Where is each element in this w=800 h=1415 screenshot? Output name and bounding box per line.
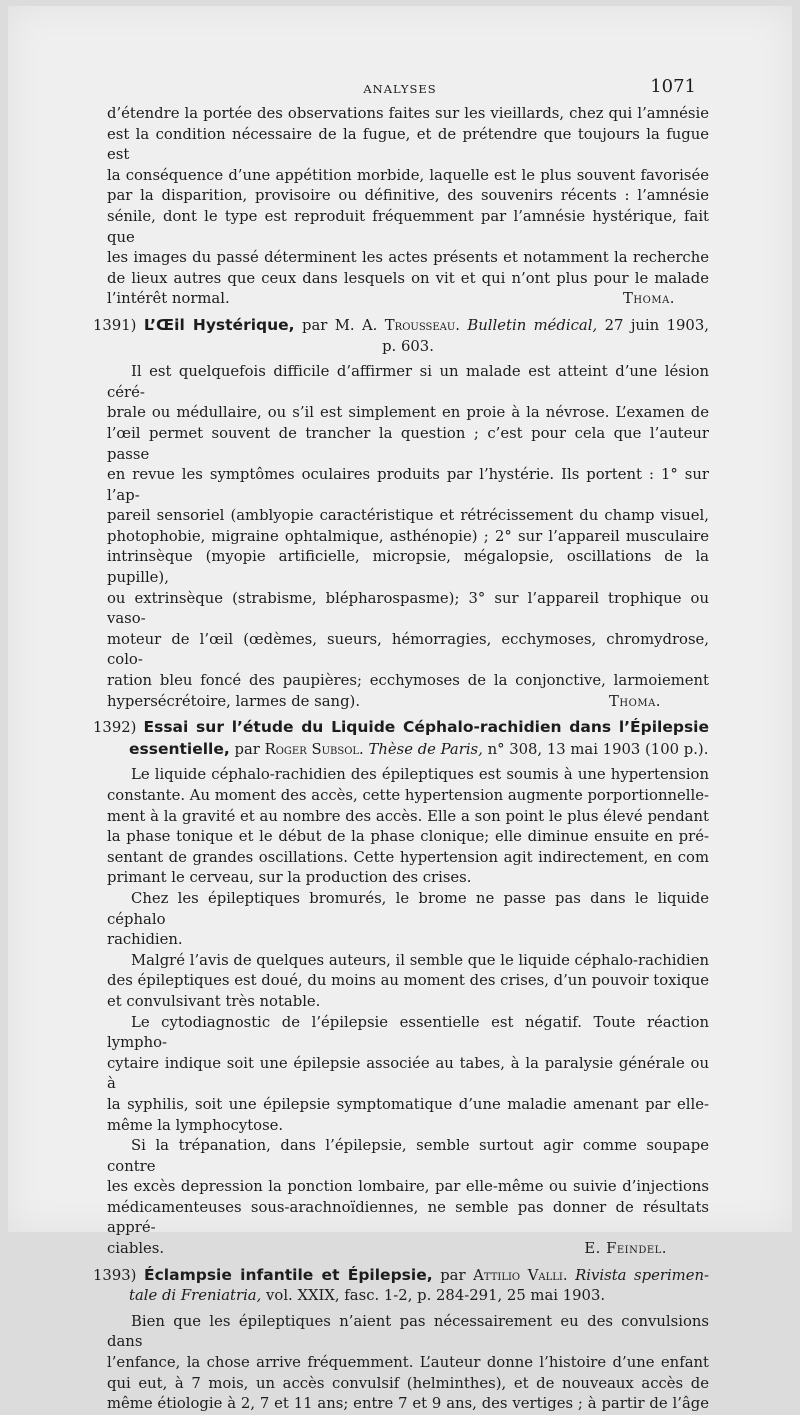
text-line: et convulsivant très notable. [107,992,321,1010]
page-number: 1071 [650,76,696,97]
publication-details: n° 308, 13 mai 1903 (100 p.). [487,740,709,758]
text-line: est la condition nécessaire de la fugue, et de prétendre que toujours la fugue est [107,125,709,164]
text-line: photophobie, migraine ophtalmique, asthénopie) ; 2° sur l’appareil musculaire [107,527,709,545]
text-line: même la lymphocytose. [107,1116,284,1134]
article-body [93,104,709,1415]
text-line: rachidien. [107,931,183,949]
journal-name: Rivista sperimen- [575,1266,709,1284]
signature: E. Feindel. [584,1240,667,1258]
running-title: ANALYSES [363,82,437,96]
text-line: cytaire indique soit une épilepsie associée au tabes, à la paralysie générale ou à [107,1054,709,1093]
signature: Thoma. [623,290,675,308]
intro-paragraph [107,104,709,310]
entry-heading [93,1265,709,1287]
text-line: par la disparition, provisoire ou définitive, des souvenirs récents : l’amnésie [107,187,709,205]
text-line: ou extrinsèque (strabisme, blépharospasme); 3° sur l’appareil trophique ou vaso- [107,589,709,628]
text-line: sentant de grandes oscillations. Cette hypertension agit indirectement, en com [107,848,709,866]
text-line: brale ou médullaire, ou s’il est simplement en proie à la névrose. L’examen de [107,404,709,422]
text-line: la syphilis, soit une épilepsie symptomatique d’une maladie amenant par elle- [107,1095,709,1113]
author-name: Roger Subsol. [264,740,364,758]
text-line: l’enfance, la chose arrive fréquemment. L’auteur donne l’histoire d’une enfant [107,1354,709,1372]
text-line: la phase tonique et le début de la phase clonique; elle diminue ensuite en pré- [107,828,709,846]
text-line: moteur de l’œil (œdèmes, sueurs, hémorragies, ecchymoses, chromydrose, colo- [107,630,709,669]
text-line: même étiologie à 2, 7 et 11 ans; entre 7 et 9 ans, des vertiges ; à partir de l’âge [107,1395,709,1413]
entry-number: 1392) [93,719,137,737]
entry-1393 [93,1265,709,1415]
text-line: primant le cerveau, sur la production des crises. [107,869,472,887]
text-line: constante. Au moment des accès, cette hypertension augmente porportionnelle- [107,787,709,804]
text-line: Il est quelquefois difficile d’affirmer si un malade est atteint d’une lésion céré- [107,363,709,401]
entry-heading [93,315,709,337]
entry-heading-continued [107,1286,709,1307]
last-line: ciables. [107,1240,165,1258]
entry-1392 [93,717,709,1259]
text-line: Si la trépanation, dans l’épilepsie, semble surtout agir comme soupape contre [107,1137,709,1175]
text-line: ment à la gravité et au nombre des accès. Elle a son point le plus élevé pendant [107,807,709,825]
last-line: l’intérêt normal. [107,290,230,308]
journal-name: Bulletin médical, [467,316,598,334]
author-prefix: par [234,740,260,758]
text-line: sénile, dont le type est reproduit fréquemment par l’amnésie hystérique, fait que [107,207,709,246]
text-line: Le liquide céphalo-rachidien des épileptiques est soumis à une hypertension [131,766,709,784]
text-line: en revue les symptômes oculaires produits par l’hystérie. Ils portent : 1° sur l’ap- [107,466,709,504]
text-line [107,1239,709,1260]
text-line: la conséquence d’une appétition morbide, laquelle est le plus souvent favorisée [107,166,709,184]
text-line: d’étendre la portée des observations faites sur les vieillards, chez qui l’amnésie [107,105,709,122]
page [8,6,792,1413]
text-line: Le cytodiagnostic de l’épilepsie essentielle est négatif. Toute réaction lympho- [107,1013,709,1052]
entry-heading [93,717,709,739]
entry-heading-continued [107,739,709,761]
publication-details: vol. XXIX, fasc. 1-2, p. 284-291, 25 mai 1903. [266,1287,606,1305]
text-line: Chez les épileptiques bromurés, le brome ne passe pas dans le liquide céphalo [107,889,709,928]
text-line: Malgré l’avis de quelques auteurs, il semble que le liquide céphalo-rachidien [131,951,709,969]
journal-name-end: tale di Freniatria, [129,1287,262,1305]
text-line: qui eut, à 7 mois, un accès convulsif (helminthes), et de nouveaux accès de [107,1374,709,1392]
text-line [107,289,709,310]
text-line: pareil sensoriel (amblyopie caractéristique et rétrécissement du champ visuel, [107,507,709,525]
text-line: intrinsèque (myopie artificielle, micropsie, mégalopsie, oscillations de la pupille), [107,548,709,587]
entry-1391 [93,315,709,712]
text-line: de lieux autres que ceux dans lesquels on vit et qui n’ont plus pour le malade [107,269,709,287]
page-reference: p. 603. [382,337,434,355]
article-title: Essai sur l’étude du Liquide Céphalo-rachidien dans l’Épilepsie [143,718,709,737]
author-prefix: par M. A. [301,316,378,334]
author-prefix: par [440,1266,466,1284]
thesis-name: Thèse de Paris, [368,740,483,758]
text-line: médicamenteuses sous-arachnoïdiennes, ne semble pas donner de résultats appré- [107,1198,709,1237]
entry-number: 1393) [93,1266,137,1284]
text-line: les excès depression la ponction lombaire, par elle-même ou suivie d’injections [107,1178,709,1196]
article-title-end: essentielle, [129,739,230,758]
text-line: ration bleu foncé des paupières; ecchymoses de la conjonctive, larmoiement [107,672,709,690]
article-title: Éclampsie infantile et Épilepsie, [144,1265,433,1284]
author-name: Attilio Valli. [473,1266,568,1284]
publication-date: 27 juin 1903, [604,316,709,334]
article-title: L’Œil Hystérique, [143,315,295,334]
page-header [8,76,792,100]
text-line: l’œil permet souvent de trancher la question ; c’est pour cela que l’auteur passe [107,424,709,463]
text-line [107,692,709,713]
last-line: hypersécrétoire, larmes de sang). [107,692,361,710]
text-line: des épileptiques est doué, du moins au moment des crises, d’un pouvoir toxique [107,972,709,990]
author-name: Trousseau. [384,316,460,334]
entry-number: 1391) [93,316,137,334]
signature: Thoma. [609,692,661,710]
text-line: les images du passé déterminent les actes présents et notamment la recherche [107,249,709,267]
text-line: Bien que les épileptiques n’aient pas nécessairement eu des convulsions dans [107,1312,709,1351]
